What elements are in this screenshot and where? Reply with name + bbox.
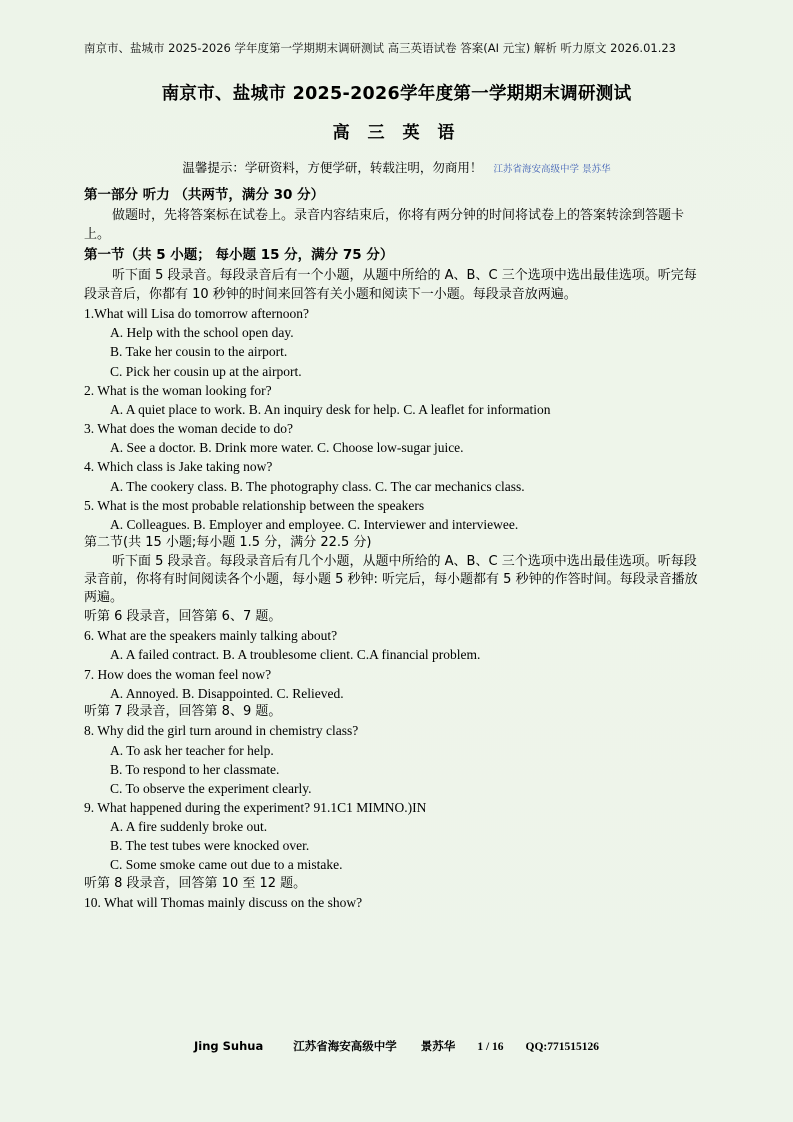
question-stem: 1.What will Lisa do tomorrow afternoon? [84, 306, 309, 322]
section2-instruction: 听下面 5 段录音。每段录音后有几个小题，从题中所给的 A、B、C 三个选项中选出最佳选项。听每段录音前，你将有时间阅读各个小题，每小题 5 秒钟: 听完后，每小题都有 5 秒钟的作答时间。每段录音播放两遍。 [84, 553, 698, 606]
question-stem: 10. What will Thomas mainly discuss on the show? [84, 895, 363, 911]
question-option: A. A quiet place to work. B. An inquiry desk for help. C. A leaflet for information [110, 401, 551, 417]
footer-page-number: 1 / 16 [477, 1041, 504, 1053]
tip-sub-text: 江苏省海安高级中学 景苏华 [493, 164, 611, 176]
question-stem: 4. Which class is Jake taking now? [84, 459, 273, 475]
footer-qq: QQ:771515126 [525, 1041, 600, 1053]
question-stem: 9. What happened during the experiment? 91.1C1 MIMNO.)IN [84, 800, 427, 816]
question-stem: 7. How does the woman feel now? [84, 666, 272, 682]
question-option: A. To ask her teacher for help. [110, 742, 274, 758]
footer-school: 江苏省海安高级中学 [293, 1039, 397, 1053]
section2-heading: 第二节(共 15 小题;每小题 1.5 分，满分 22.5 分) [84, 535, 372, 551]
page-title: 南京市、盐城市 2025-2026学年度第一学期期末调研测试 [161, 84, 632, 105]
footer-author-cn: 景苏华 [420, 1039, 456, 1053]
part1-instruction: 做题时，先将答案标在试卷上。录音内容结束后，你将有两分钟的时间将试卷上的答案转涂到答题卡上。 [84, 208, 685, 242]
question-option: A. The cookery class. B. The photography class. C. The car mechanics class. [110, 478, 525, 494]
question-stem: 3. What does the woman decide to do? [84, 421, 293, 437]
question-stem: 8. Why did the girl turn around in chemistry class? [84, 723, 359, 739]
question-option: A. A fire suddenly broke out. [110, 819, 268, 835]
question-option: C. Pick her cousin up at the airport. [110, 363, 302, 379]
question-option: A. Annoyed. B. Disappointed. C. Relieved. [110, 685, 344, 701]
page-subtitle: 高 三 英 语 [332, 123, 461, 144]
question-option: A. See a doctor. B. Drink more water. C. Choose low-sugar juice. [110, 440, 464, 456]
tip-main-text: 温馨提示：学研资料，方便学研，转载注明，勿商用！ [182, 160, 483, 176]
part1-heading: 第一部分 听力 （共两节，满分 30 分） [84, 187, 325, 204]
section1-heading: 第一节（共 5 小题； 每小题 15 分，满分 75 分） [84, 247, 394, 264]
question-option: A. Help with the school open day. [110, 325, 294, 341]
question-option: A. Colleagues. B. Employer and employee. C. Interviewer and interviewee. [110, 516, 519, 532]
document-content [84, 40, 709, 912]
question-option: C. Some smoke came out due to a mistake. [110, 857, 343, 873]
footer-author-en: Jing Suhua [193, 1039, 264, 1053]
question-option: B. To respond to her classmate. [110, 761, 280, 777]
section1-instruction: 听下面 5 段录音。每段录音后有一个小题，从题中所给的 A、B、C 三个选项中选出最佳选项。听完每段录音后，你都有 10 秒钟的时间来回答有关小题和阅读下一小题。每段录音放两遍。 [84, 268, 697, 302]
question-option: B. Take her cousin to the airport. [110, 344, 288, 360]
question-stem: 2. What is the woman looking for? [84, 382, 272, 398]
question-option: B. The test tubes were knocked over. [110, 838, 310, 854]
document-header-line: 南京市、盐城市 2025-2026 学年度第一学期期末调研测试 高三英语试卷 答案(AI 元宝) 解析 听力原文 2026.01.23 [84, 41, 676, 55]
question-option: C. To observe the experiment clearly. [110, 780, 312, 796]
question-stem: 6. What are the speakers mainly talking about? [84, 628, 338, 644]
listening-cue: 听第 7 段录音，回答第 8、9 题。 [84, 703, 282, 719]
question-stem: 5. What is the most probable relationship between the speakers [84, 497, 425, 513]
tip-line [84, 159, 709, 178]
page-footer [84, 1038, 709, 1054]
listening-cue: 听第 8 段录音，回答第 10 至 12 题。 [84, 875, 307, 891]
listening-cue: 听第 6 段录音，回答第 6、7 题。 [84, 608, 282, 624]
question-option: A. A failed contract. B. A troublesome client. C.A financial problem. [110, 647, 481, 663]
